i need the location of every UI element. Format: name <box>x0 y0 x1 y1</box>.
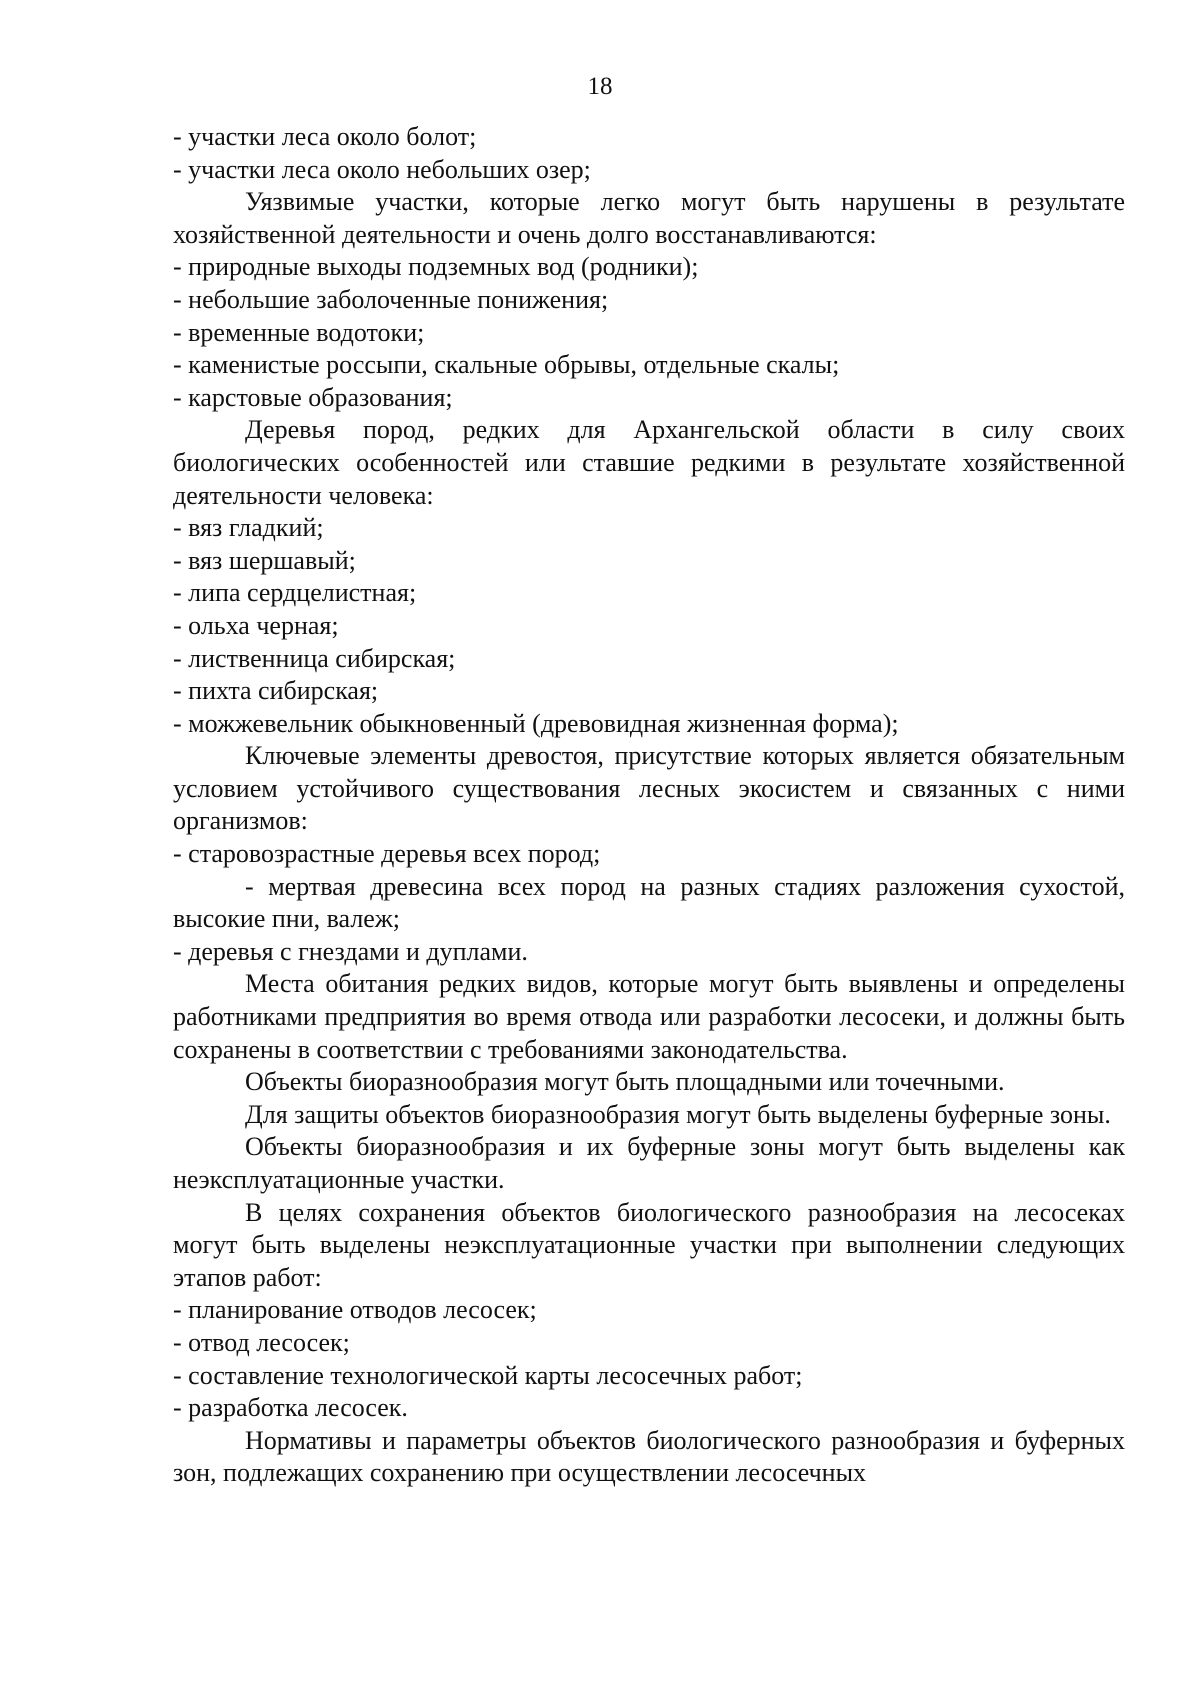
list-item: - природные выходы подземных вод (родники); <box>173 252 699 282</box>
list-item: - можжевельник обыкновенный (древовидная жизненная форма); <box>173 708 899 738</box>
list-item: - мертвая древесина всех пород на разных стадиях разложения сухостой, высокие пни, валеж; <box>173 871 1125 934</box>
paragraph: Места обитания редких видов, которые могут быть выявлены и определены работниками предприятия во время отвода или разработки лесосеки, и должны быть сохранены в соответствии с требованиями законодательства. <box>173 969 1125 1064</box>
list-item: - планирование отводов лесосек; <box>173 1295 537 1325</box>
paragraph: Деревья пород, редких для Архангельской области в силу своих биологических особенностей или ставшие редкими в результате хозяйственной деятельности человека: <box>173 415 1125 510</box>
list-item: - деревья с гнездами и дуплами. <box>173 936 528 966</box>
list-item: - участки леса около небольших озер; <box>173 154 591 184</box>
list-item: - участки леса около болот; <box>173 122 477 151</box>
list-item: - составление технологической карты лесосечных работ; <box>173 1360 803 1390</box>
document-body <box>173 121 1125 1490</box>
list-item: - разработка лесосек. <box>173 1393 408 1423</box>
paragraph: Для защиты объектов биоразнообразия могут быть выделены буферные зоны. <box>245 1099 1111 1129</box>
page-number: 18 <box>587 73 613 100</box>
paragraph: Нормативы и параметры объектов биологического разнообразия и буферных зон, подлежащих сохранению при осуществлении лесосечных <box>173 1425 1125 1488</box>
list-item: - липа сердцелистная; <box>173 578 417 608</box>
paragraph: Ключевые элементы древостоя, присутствие которых является обязательным условием устойчивого существования лесных экосистем и связанных с ними организмов: <box>173 741 1125 836</box>
list-item: - старовозрастные деревья всех пород; <box>173 839 601 869</box>
paragraph: Объекты биоразнообразия и их буферные зоны могут быть выделены как неэксплуатационные участки. <box>173 1132 1125 1194</box>
list-item: - ольха черная; <box>173 610 339 640</box>
list-item: - карстовые образования; <box>173 382 453 412</box>
paragraph: Уязвимые участки, которые легко могут быть нарушены в результате хозяйственной деятельности и очень долго восстанавливаются: <box>173 187 1125 249</box>
paragraph: Объекты биоразнообразия могут быть площадными или точечными. <box>245 1067 1005 1097</box>
list-item: - вяз шершавый; <box>173 545 356 575</box>
list-item: - пихта сибирская; <box>173 676 379 706</box>
list-item: - небольшие заболоченные понижения; <box>173 284 609 314</box>
list-item: - отвод лесосек; <box>173 1327 350 1357</box>
list-item: - лиственница сибирская; <box>173 643 456 673</box>
list-item: - каменистые россыпи, скальные обрывы, отдельные скалы; <box>173 350 840 380</box>
list-item: - вяз гладкий; <box>173 513 324 543</box>
list-item: - временные водотоки; <box>173 317 425 347</box>
paragraph: В целях сохранения объектов биологического разнообразия на лесосеках могут быть выделены неэксплуатационные участки при выполнении следующих этапов работ: <box>173 1197 1125 1292</box>
